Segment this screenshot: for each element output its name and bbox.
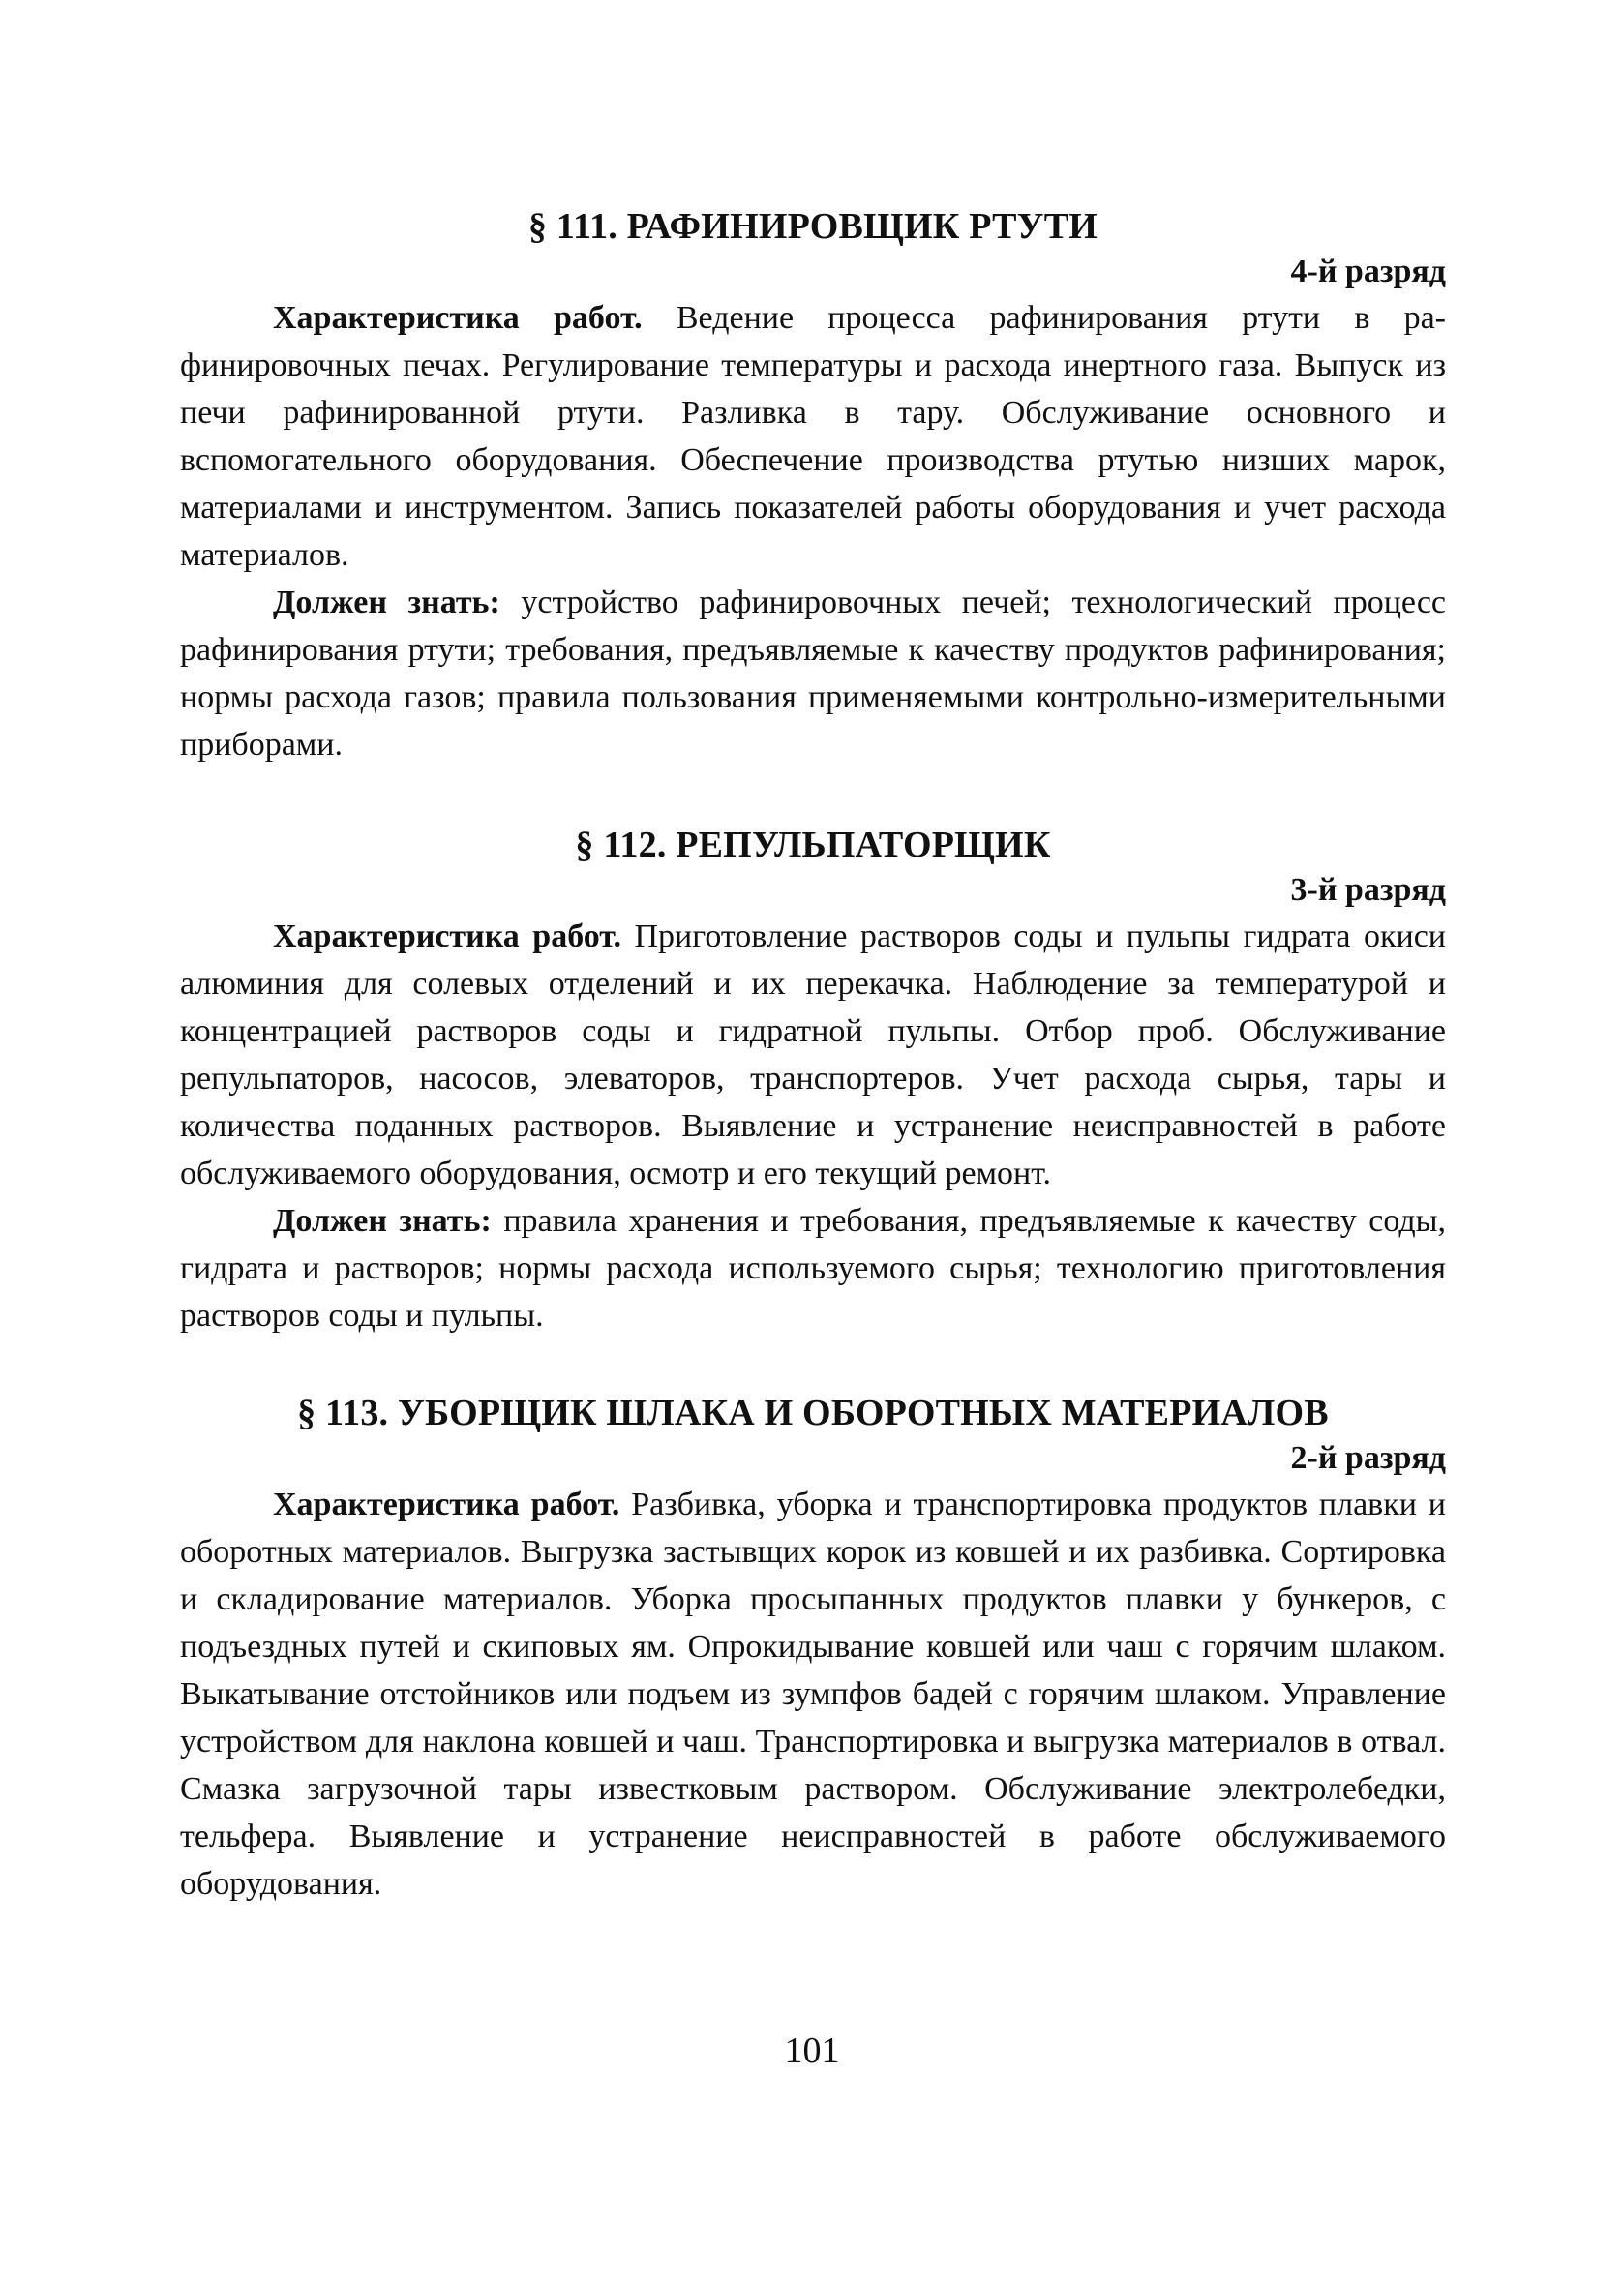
section-111 <box>180 203 1446 768</box>
characteristics-label: Характеристика работ. <box>273 1487 620 1522</box>
section-grade: 3-й разряд <box>1290 872 1446 908</box>
section-113 <box>180 1390 1446 1908</box>
page-number: 101 <box>784 2030 840 2071</box>
knowledge-text: правила хранения и требования, предъявляемые к качеству соды, гидрата и растворов; нормы расхода используемого сырья; технологию приготовления растворов соды и пульпы. <box>180 1203 1446 1334</box>
characteristics-label: Характеристика работ. <box>273 300 643 336</box>
section-grade: 4-й разряд <box>1290 254 1446 289</box>
document-page <box>180 203 1446 1908</box>
section-grade: 2-й разряд <box>1290 1440 1446 1476</box>
knowledge-paragraph <box>180 579 1446 768</box>
characteristics-label: Характеристика работ. <box>273 918 621 954</box>
section-112 <box>180 822 1446 1339</box>
section-title: § 111. РАФИНИРОВЩИК РТУТИ <box>527 206 1098 247</box>
knowledge-text: устройство рафинировочных печей; технологический процесс рафинирования ртути; требования, предъявляемые к качеству продуктов рафинирования; нормы расхода газов; правила пользования применяемыми контрольно-измерительными приборами. <box>180 585 1447 763</box>
knowledge-label: Должен знать: <box>273 1203 492 1239</box>
section-title: § 112. РЕПУЛЬПАТОРЩИК <box>575 825 1051 865</box>
characteristics-text: Разбивка, уборка и транспортировка продуктов плавки и оборотных материалов. Выгрузка застывщих корок из ковшей и их разбивка. Сортировка и складирование материалов. Уборка просыпанных продуктов плавки у бункеров, с подъездных путей и скиповых ям. Опрокидывание ковшей или чаш с горячим шлаком. Выкатывание отстойников или подъем из зумпфов бадей с горячим шлаком. Управление устройством для наклона ковшей и чаш. Транспортировка и выгрузка материалов в отвал. Смазка загрузочной тары известковым раствором. Обслуживание электролебедки, тельфера. Выявление и устранение неисправностей в работе обслуживаемого оборудования. <box>180 1487 1446 1902</box>
characteristics-paragraph <box>180 294 1446 579</box>
knowledge-paragraph <box>180 1197 1446 1339</box>
characteristics-text: Приготовление растворов соды и пульпы гидрата окиси алюминия для солевых отделений и их перекачка. Наблюдение за температурой и концентрацией растворов соды и гидратной пульпы. Отбор проб. Обслуживание репульпаторов, насосов, элеваторов, транспортеров. Учет расхода сырья, тары и количества поданных растворов. Выявление и устранение неисправностей в работе обслуживаемого оборудования, осмотр и его текущий ремонт. <box>180 918 1447 1191</box>
characteristics-paragraph <box>180 1481 1446 1908</box>
characteristics-paragraph <box>180 913 1446 1197</box>
knowledge-label: Должен знать: <box>273 585 500 620</box>
characteristics-text: Ведение процесса рафинирования ртути в рафинировочных печах. Регулирование температуры и расхода инертного газа. Выпуск из печи рафинированной ртути. Разливка в тару. Обслуживание основного и вспомогательного оборудования. Обеспечение производства ртутью низших марок, материалами и инструментом. Запись показателей работы оборудования и учет расхода материалов. <box>180 300 1446 573</box>
section-title: § 113. УБОРЩИК ШЛАКА И ОБОРОТНЫХ МАТЕРИАЛОВ <box>297 1393 1329 1433</box>
